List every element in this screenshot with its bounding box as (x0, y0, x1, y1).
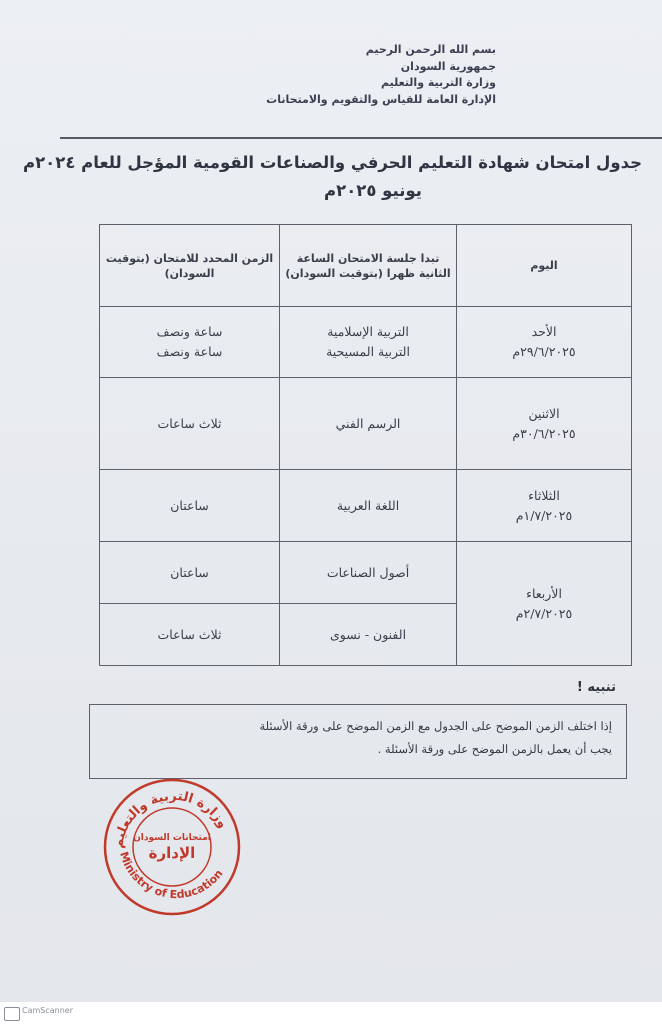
day-date: ٢/٧/٢٠٢٥م (515, 605, 573, 621)
duration-value: ساعة ونصف (156, 324, 223, 339)
subject-cell: أصول الصناعات (280, 542, 457, 604)
day-cell (457, 542, 632, 666)
notice-box (89, 704, 627, 779)
header-duration: الزمن المحدد للامتحان (بتوقيت السودان) (100, 225, 280, 307)
subject-name: التربية الإسلامية (327, 324, 409, 339)
camscanner-logo-icon (4, 1007, 20, 1021)
duration-value: ساعة ونصف (156, 344, 223, 359)
scanner-footer (0, 1002, 662, 1024)
notice-line: إذا اختلف الزمن الموضح على الجدول مع الزمن الموضح على ورقة الأسئلة (259, 719, 612, 733)
basmala: بسم الله الرحمن الرحيم (365, 43, 496, 56)
subject-cell: الفنون - نسوى (280, 604, 457, 666)
day-date: ٢٩/٦/٢٠٢٥م (512, 344, 576, 359)
ministry-stamp (92, 772, 252, 917)
subject-cell: الرسم الفني (280, 378, 457, 470)
notice-label: تنبيه ! (576, 680, 616, 695)
day-cell (457, 378, 632, 470)
directorate-name: الإدارة العامة للقياس والتقويم والامتحانات (266, 92, 496, 106)
stamp-english-text: Ministry of Education (117, 850, 226, 902)
header-divider (60, 137, 662, 139)
stamp-arc-text: وزارة التربية والتعليم (110, 788, 231, 850)
header-day: اليوم (457, 225, 632, 307)
duration-cell: ثلاث ساعات (100, 378, 280, 470)
table-row (100, 470, 632, 542)
duration-cell (100, 307, 280, 378)
table-row (100, 542, 632, 604)
day-cell (457, 470, 632, 542)
exam-schedule-table (99, 224, 632, 666)
duration-cell: ساعتان (100, 542, 280, 604)
republic-name: جمهورية السودان (400, 59, 496, 73)
subject-name: التربية المسيحية (326, 344, 410, 359)
day-name: الاثنين (528, 405, 560, 421)
table-row (100, 307, 632, 378)
day-name: الأحد (531, 324, 557, 339)
duration-cell: ثلاث ساعات (100, 604, 280, 666)
letterhead (236, 42, 496, 108)
table-row (100, 378, 632, 470)
table-header-row (100, 225, 632, 307)
day-name: الأربعاء (526, 585, 562, 601)
header-subject: تبدا جلسة الامتحان الساعة الثانية ظهرا (بتوقيت السودان) (280, 225, 457, 307)
notice-line: يجب أن يعمل بالزمن الموضح على ورقة الأسئلة . (377, 742, 612, 756)
document-title: جدول امتحان شهادة التعليم الحرفي والصناعات القومية المؤجل للعام ٢٠٢٤م (23, 153, 642, 172)
day-cell (457, 307, 632, 378)
document-subtitle: يونيو ٢٠٢٥م (324, 181, 422, 200)
day-name: الثلاثاء (528, 487, 560, 503)
footer-app-name: CamScanner (22, 1006, 74, 1015)
duration-cell: ساعتان (100, 470, 280, 542)
subject-cell: اللغة العربية (280, 470, 457, 542)
ministry-name: وزارة التربية والتعليم (381, 76, 496, 89)
stamp-center: الإدارة (148, 844, 196, 862)
stamp-center-top: امتحانات السودان (133, 833, 211, 843)
day-date: ٣٠/٦/٢٠٢٥م (512, 425, 576, 441)
day-date: ١/٧/٢٠٢٥م (515, 507, 573, 523)
subject-cell (280, 307, 457, 378)
